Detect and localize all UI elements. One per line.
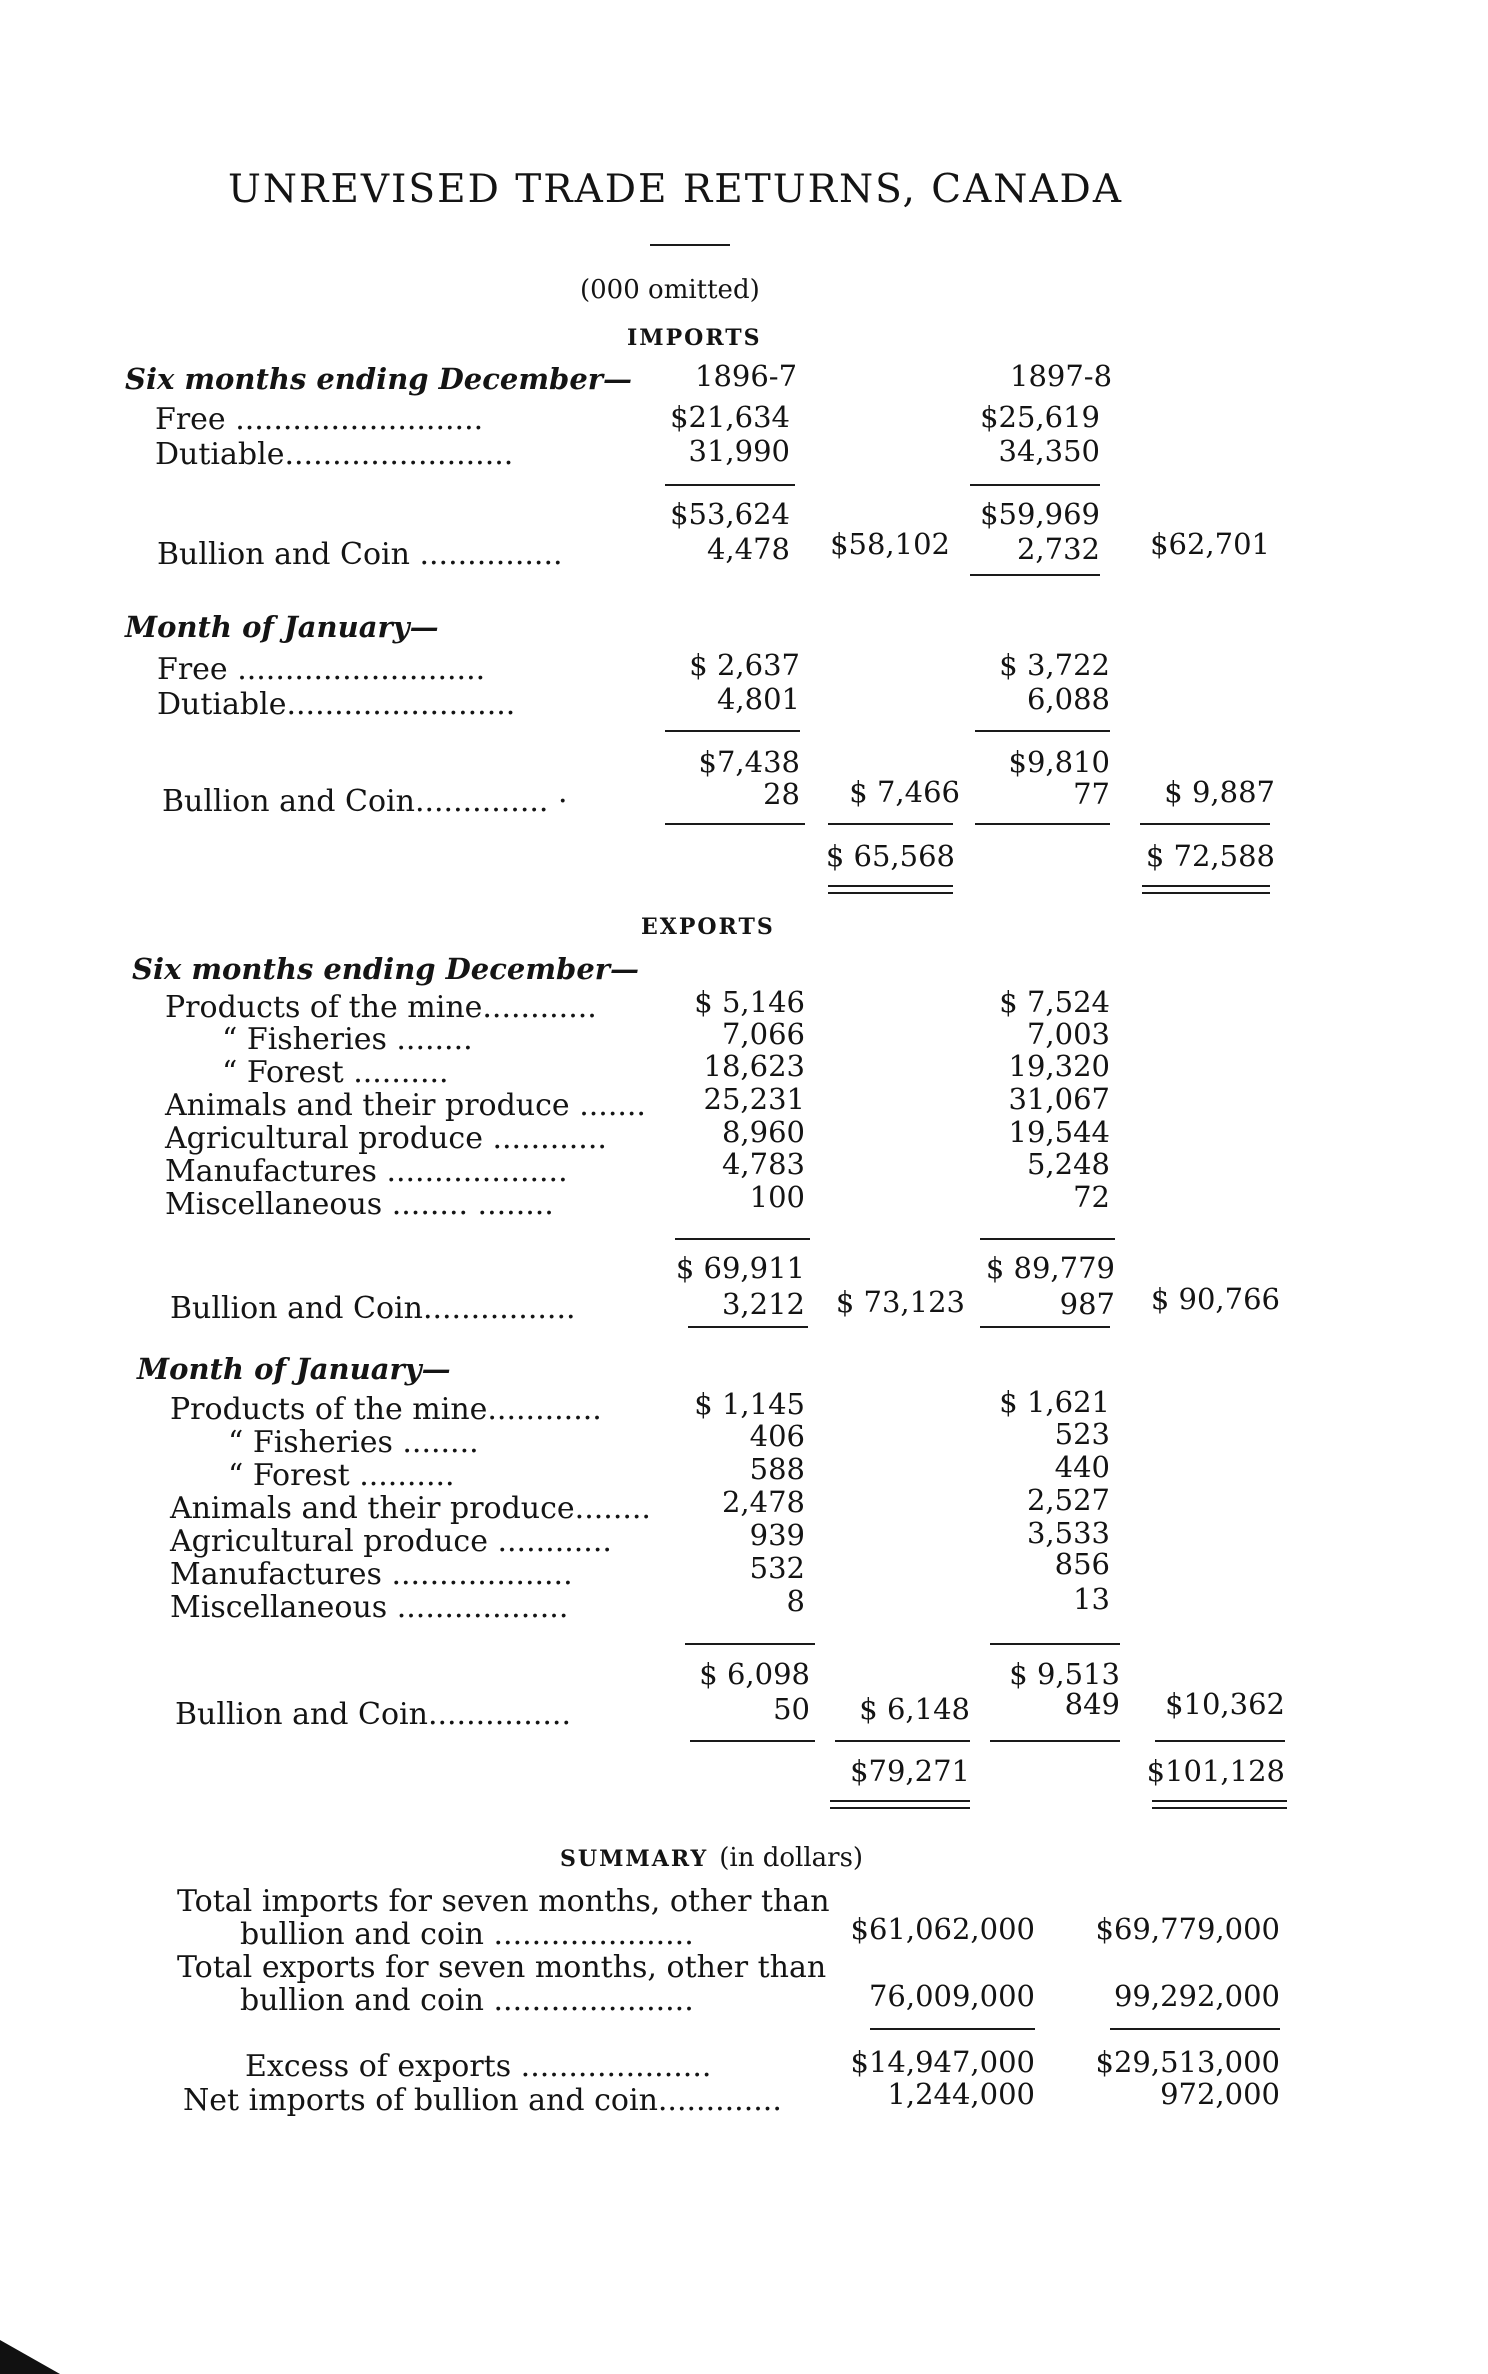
exports-six-row-label: Products of the mine............ [165, 990, 597, 1025]
imports-jan-rule-a [665, 730, 800, 732]
imports-jan-free-label: Free .......................... [157, 652, 486, 687]
exports-jan-total-rule-a [835, 1740, 970, 1742]
exports-grand-b: $101,128 [1146, 1754, 1285, 1788]
exports-jan-bullion-b: 849 [1064, 1687, 1120, 1721]
exports-six-row-a: 18,623 [703, 1049, 805, 1083]
imports-six-bullion-a: 4,478 [706, 532, 790, 566]
exports-jan-bullion-a: 50 [773, 1692, 810, 1726]
exports-six-row-b: $ 7,524 [999, 985, 1110, 1019]
total-exports-a: 76,009,000 [868, 1979, 1035, 2013]
imports-six-dutiable-label: Dutiable........................ [155, 437, 514, 472]
summary-heading-label: SUMMARY [560, 1846, 709, 1872]
exports-jan-total-a: $ 6,148 [859, 1692, 970, 1726]
exports-six-row-label: “ Forest .......... [222, 1055, 449, 1090]
imports-jan-total-a: $ 7,466 [849, 775, 960, 809]
exports-six-total-b: $ 90,766 [1150, 1282, 1280, 1316]
total-exports-label-line2: bullion and coin ..................... [240, 1983, 694, 2018]
exports-six-row-label: Miscellaneous ........ ........ [165, 1187, 554, 1222]
total-exports-label-line1: Total exports for seven months, other than [177, 1950, 827, 1985]
exports-jan-rule-a [685, 1643, 815, 1645]
exports-january-heading: Month of January— [137, 1352, 451, 1386]
imports-six-subtotal-b: $59,969 [980, 497, 1100, 531]
imports-jan-dutiable-label: Dutiable........................ [157, 687, 516, 722]
exports-jan-row-label: Products of the mine............ [170, 1392, 602, 1427]
imports-six-total-b: $62,701 [1150, 527, 1270, 561]
exports-six-rule-b [980, 1238, 1115, 1240]
exports-six-row-a: 100 [749, 1180, 805, 1214]
imports-jan-bullion-rule-a [665, 823, 805, 825]
exports-jan-bullion-label: Bullion and Coin............... [175, 1697, 571, 1732]
exports-six-row-b: 5,248 [1026, 1147, 1110, 1181]
imports-six-dutiable-b: 34,350 [998, 434, 1100, 468]
imports-grand-a: $ 65,568 [825, 839, 955, 873]
exports-grand-dbl-rule-b [1152, 1800, 1287, 1809]
imports-six-subtotal-a: $53,624 [670, 497, 790, 531]
exports-six-bullion-rule-a [688, 1326, 808, 1328]
exports-six-row-b: 72 [1073, 1180, 1110, 1214]
imports-six-dutiable-a: 31,990 [688, 434, 790, 468]
imports-jan-free-b: $ 3,722 [999, 648, 1110, 682]
exports-jan-total-rule-b [1155, 1740, 1285, 1742]
imports-six-free-a: $21,634 [670, 400, 790, 434]
title-rule [650, 244, 730, 246]
exports-jan-row-a: $ 1,145 [694, 1387, 805, 1421]
imports-jan-total-rule-b [1140, 823, 1270, 825]
exports-six-row-a: 8,960 [721, 1115, 805, 1149]
exports-six-total-a: $ 73,123 [835, 1285, 965, 1319]
page-corner-shadow [0, 2340, 60, 2374]
total-imports-b: $69,779,000 [1095, 1912, 1280, 1946]
exports-six-subtotal-a: $ 69,911 [675, 1251, 805, 1285]
exports-jan-subtotal-a: $ 6,098 [699, 1657, 810, 1691]
exports-jan-row-b: $ 1,621 [999, 1385, 1110, 1419]
exports-six-row-a: 25,231 [703, 1082, 805, 1116]
exports-jan-row-a: 8 [786, 1584, 805, 1618]
exports-six-months-heading: Six months ending December— [132, 952, 640, 986]
imports-jan-bullion-a: 28 [763, 777, 800, 811]
imports-six-rule-b [970, 484, 1100, 486]
exports-six-subtotal-b: $ 89,779 [985, 1251, 1115, 1285]
imports-jan-bullion-rule-b [975, 823, 1110, 825]
imports-grand-dbl-rule-a [828, 885, 953, 894]
exports-six-row-label: Animals and their produce ....... [165, 1088, 646, 1123]
exports-jan-row-a: 588 [749, 1452, 805, 1486]
exports-jan-row-label: “ Fisheries ........ [228, 1425, 479, 1460]
imports-jan-dutiable-b: 6,088 [1026, 682, 1110, 716]
exports-six-row-label: Agricultural produce ............ [165, 1121, 607, 1156]
exports-six-row-b: 31,067 [1008, 1082, 1110, 1116]
exports-jan-row-b: 2,527 [1026, 1483, 1110, 1517]
exports-grand-a: $79,271 [850, 1754, 970, 1788]
excess-of-exports-b: $29,513,000 [1095, 2045, 1280, 2079]
exports-jan-row-b: 856 [1054, 1547, 1110, 1581]
exports-six-row-label: “ Fisheries ........ [222, 1022, 473, 1057]
exports-six-bullion-rule-b [980, 1326, 1110, 1328]
imports-jan-subtotal-b: $9,810 [1008, 745, 1110, 779]
exports-jan-row-label: Miscellaneous .................. [170, 1590, 569, 1625]
imports-six-bullion-rule-b [970, 574, 1100, 576]
imports-six-bullion-b: 2,732 [1016, 532, 1100, 566]
excess-of-exports-label: Excess of exports .................... [245, 2049, 712, 2084]
exports-jan-row-b: 523 [1054, 1417, 1110, 1451]
imports-heading: IMPORTS [627, 325, 762, 351]
exports-six-row-a: 7,066 [721, 1017, 805, 1051]
imports-six-free-label: Free .......................... [155, 402, 484, 437]
exports-jan-total-b: $10,362 [1165, 1687, 1285, 1721]
year-left: 1896-7 [695, 359, 798, 393]
imports-jan-total-b: $ 9,887 [1164, 775, 1275, 809]
imports-grand-dbl-rule-b [1142, 885, 1270, 894]
imports-jan-subtotal-a: $7,438 [698, 745, 800, 779]
imports-grand-b: $ 72,588 [1145, 839, 1275, 873]
exports-six-bullion-b: 987 [1059, 1287, 1115, 1321]
imports-six-bullion-label: Bullion and Coin ............... [157, 537, 563, 572]
exports-six-row-label: Manufactures ................... [165, 1154, 568, 1189]
net-imports-bullion-b: 972,000 [1160, 2077, 1280, 2111]
exports-jan-row-b: 3,533 [1026, 1516, 1110, 1550]
summary-heading-suffix: (in dollars) [719, 1843, 864, 1873]
exports-jan-row-a: 406 [749, 1419, 805, 1453]
imports-january-heading: Month of January— [125, 610, 439, 644]
exports-jan-row-label: Agricultural produce ............ [170, 1524, 612, 1559]
exports-jan-rule-b [990, 1643, 1120, 1645]
imports-six-total-a: $58,102 [830, 527, 950, 561]
summary-heading [560, 1845, 863, 1871]
exports-jan-row-a: 532 [749, 1551, 805, 1585]
exports-jan-bullion-rule-b [990, 1740, 1120, 1742]
summary-rule-a [870, 2028, 1035, 2030]
exports-six-row-b: 19,544 [1008, 1115, 1110, 1149]
imports-six-rule-a [665, 484, 795, 486]
exports-six-bullion-a: 3,212 [721, 1287, 805, 1321]
exports-jan-row-label: Animals and their produce........ [170, 1491, 651, 1526]
total-imports-a: $61,062,000 [850, 1912, 1035, 1946]
exports-jan-row-a: 2,478 [721, 1485, 805, 1519]
exports-six-row-a: $ 5,146 [694, 985, 805, 1019]
exports-jan-bullion-rule-a [690, 1740, 815, 1742]
exports-six-row-b: 19,320 [1008, 1049, 1110, 1083]
net-imports-bullion-label: Net imports of bullion and coin............. [183, 2083, 782, 2118]
exports-heading: EXPORTS [641, 914, 775, 940]
total-exports-b: 99,292,000 [1113, 1979, 1280, 2013]
exports-six-rule-a [675, 1238, 810, 1240]
imports-six-months-heading: Six months ending December— [125, 362, 633, 396]
page-title: UNREVISED TRADE RETURNS, CANADA [228, 167, 1123, 212]
exports-six-row-b: 7,003 [1026, 1017, 1110, 1051]
imports-jan-bullion-b: 77 [1073, 777, 1110, 811]
omitted-note: (000 omitted) [580, 275, 760, 305]
exports-six-bullion-label: Bullion and Coin................ [170, 1291, 576, 1326]
imports-six-free-b: $25,619 [980, 400, 1100, 434]
exports-jan-row-b: 13 [1073, 1582, 1110, 1616]
imports-jan-free-a: $ 2,637 [689, 648, 800, 682]
exports-grand-dbl-rule-a [830, 1800, 970, 1809]
total-imports-label-line2: bullion and coin ..................... [240, 1917, 694, 1952]
imports-jan-rule-b [975, 730, 1110, 732]
exports-six-row-a: 4,783 [721, 1147, 805, 1181]
exports-jan-row-b: 440 [1054, 1450, 1110, 1484]
exports-jan-row-label: Manufactures ................... [170, 1557, 573, 1592]
imports-jan-dutiable-a: 4,801 [716, 682, 800, 716]
net-imports-bullion-a: 1,244,000 [887, 2077, 1035, 2111]
excess-of-exports-a: $14,947,000 [850, 2045, 1035, 2079]
exports-jan-row-a: 939 [749, 1518, 805, 1552]
year-right: 1897-8 [1010, 359, 1113, 393]
imports-jan-total-rule-a [828, 823, 953, 825]
summary-rule-b [1110, 2028, 1280, 2030]
exports-jan-subtotal-b: $ 9,513 [1009, 1657, 1120, 1691]
exports-jan-row-label: “ Forest .......... [228, 1458, 455, 1493]
total-imports-label-line1: Total imports for seven months, other than [177, 1884, 830, 1919]
imports-jan-bullion-label: Bullion and Coin.............. · [162, 784, 568, 819]
